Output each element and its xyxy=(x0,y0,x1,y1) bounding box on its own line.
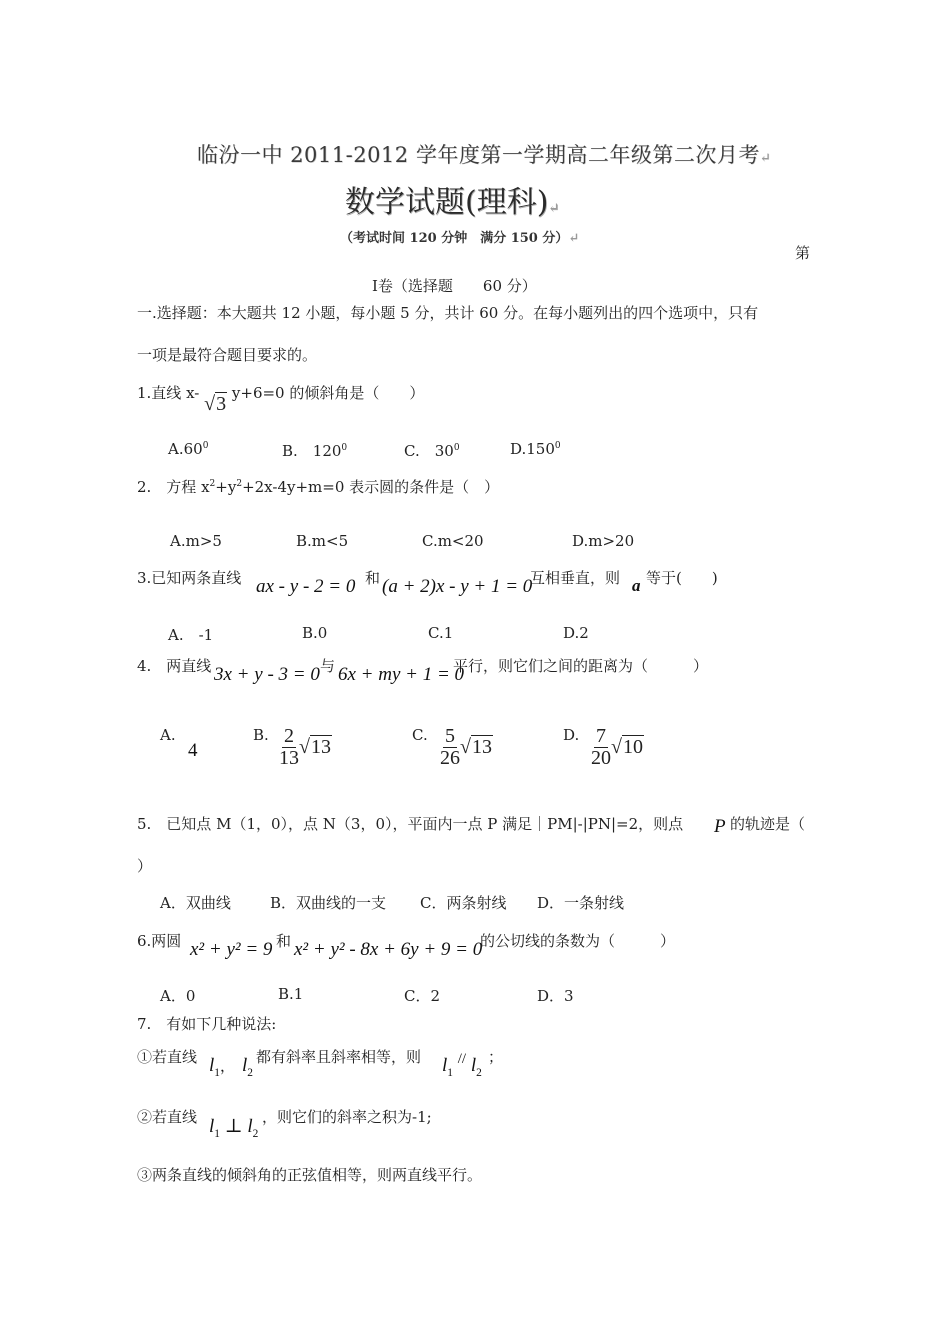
q4-eq1: 3x + y - 3 = 0 xyxy=(214,664,320,685)
exam-title: 数学试题(理科)↵ xyxy=(345,185,560,220)
exam-header-line1: 临汾一中 2011-2012 学年度第一学期高二年级第二次月考↵ xyxy=(197,143,772,167)
q5-var-p: P xyxy=(714,816,726,837)
q7-s2-pre: ②若直线 xyxy=(137,1108,198,1126)
q6-stem-pre: 6.两圆 xyxy=(137,932,182,950)
q4-option-b-label: B. xyxy=(253,726,269,744)
q4-option-a-value: 4 xyxy=(188,740,198,761)
q1-option-c: C. $30^0$ xyxy=(404,442,460,460)
q5-option-c: C．两条射线 xyxy=(420,894,507,912)
exam-subtitle: （考试时间 120 分钟 满分 150 分）↵ xyxy=(340,231,580,246)
q7-s1-parallel: $l_1$ // $l_2$ xyxy=(442,1051,482,1079)
q7-s2-post: ，则它们的斜率之积为-1; xyxy=(262,1108,432,1126)
q5-option-d: D．一条射线 xyxy=(537,894,625,912)
q2-option-b: B.m<5 xyxy=(296,532,349,550)
q4-option-c-label: C. xyxy=(412,726,428,744)
q3-stem-pre: 3.已知两条直线 xyxy=(137,569,242,587)
q3-and: 和 xyxy=(365,569,381,587)
q7-s1-mid: 都有斜率且斜率相等，则 xyxy=(256,1048,422,1066)
q7-s1-l2: $l_2$ xyxy=(242,1055,253,1079)
instruction-line1: 一.选择题：本大题共 12 小题，每小题 5 分，共计 60 分。在每小题列出的四个选项中，只有 xyxy=(137,304,759,322)
q7-s1-l1: $l_1$， xyxy=(209,1055,235,1079)
q3-option-b: B.0 xyxy=(302,624,328,642)
q2-option-c: C.m<20 xyxy=(422,532,484,550)
q1-option-a: $A.60^0$ xyxy=(168,440,209,458)
q5-option-a: A．双曲线 xyxy=(160,894,231,912)
q4-option-c-value xyxy=(440,726,493,769)
q1-stem: 1.直线 x- √3 y+6=0 的倾斜角是（ ） xyxy=(137,384,425,415)
sqrt: √13 xyxy=(299,736,331,758)
q3-option-a: A. -1 xyxy=(168,626,214,644)
fraction: $\frac{7}{20}$ xyxy=(591,725,611,769)
fraction: $\frac{5}{26}$ xyxy=(440,725,460,769)
sqrt: √13 xyxy=(460,736,492,758)
side-text: 第 xyxy=(795,244,811,262)
q5-stem: 5. 已知点 M（1，0），点 N（3，0），平面内一点 P 满足｜PM|-|PN|=2，则点 xyxy=(137,815,684,833)
q6-option-c: C．2 xyxy=(404,987,441,1005)
q1-option-d: D.150$^0$ xyxy=(510,440,561,458)
q5-stem-post: 的轨迹是（ xyxy=(730,815,806,833)
q7-s3: ③两条直线的倾斜角的正弦值相等，则两直线平行。 xyxy=(137,1166,483,1184)
q3-stem-post: 互相垂直，则 xyxy=(530,569,621,587)
fraction: $\frac{2}{13}$ xyxy=(279,725,299,769)
q3-option-c: C.1 xyxy=(428,624,454,642)
instruction-line2: 一项是最符合题目要求的。 xyxy=(137,346,318,364)
q3-option-d: D.2 xyxy=(563,624,589,642)
q5-option-b: B．双曲线的一支 xyxy=(270,894,387,912)
q2-option-d: D.m>20 xyxy=(572,532,635,550)
section-title: Ⅰ卷（选择题 60 分） xyxy=(372,277,537,295)
q3-eq2: (a + 2)x - y + 1 = 0 xyxy=(382,576,533,597)
q3-var-a: a xyxy=(632,576,641,595)
q6-option-a: A．0 xyxy=(160,987,196,1005)
q7-stem: 7. 有如下几种说法: xyxy=(137,1015,277,1033)
sqrt: √10 xyxy=(611,736,643,758)
q7-s1-end: ； xyxy=(488,1048,504,1066)
q4-option-b-value xyxy=(279,726,332,769)
q6-eq2: x² + y² - 8x + 6y + 9 = 0 xyxy=(294,939,483,960)
q1-option-b: B. $120^0$ xyxy=(282,442,348,460)
q5-close: ） xyxy=(137,857,153,875)
q4-option-d-value xyxy=(591,726,644,769)
q7-s1-pre: ①若直线 xyxy=(137,1048,198,1066)
q4-stem-post: 平行，则它们之间的距离为（ ） xyxy=(453,657,709,675)
q4-and: 与 xyxy=(320,657,336,675)
sqrt-3: √3 xyxy=(204,392,227,415)
q4-option-d-label: D. xyxy=(563,726,580,744)
q2-option-a: A.m>5 xyxy=(170,532,222,550)
q6-stem-post: 的公切线的条数为（ ） xyxy=(480,932,676,950)
q6-option-b: B.1 xyxy=(278,985,304,1003)
q6-and: 和 xyxy=(276,932,292,950)
q6-option-d: D．3 xyxy=(537,987,574,1005)
q3-eq1: ax - y - 2 = 0 xyxy=(256,576,356,597)
q4-stem-pre: 4. 两直线 xyxy=(137,657,212,675)
q3-stem-post2: 等于( ) xyxy=(646,569,718,587)
q4-eq2: 6x + my + 1 = 0 xyxy=(338,664,465,685)
q6-eq1: x² + y² = 9 xyxy=(190,939,273,960)
q2-stem: 2. 方程 $x^2+y^2+2x-4y+m=0$ 表示圆的条件是（ ） xyxy=(137,478,500,496)
q7-s2-perp: $l_1$ ⊥ $l_2$ xyxy=(209,1116,259,1140)
q4-option-a-label: A. xyxy=(160,726,176,744)
